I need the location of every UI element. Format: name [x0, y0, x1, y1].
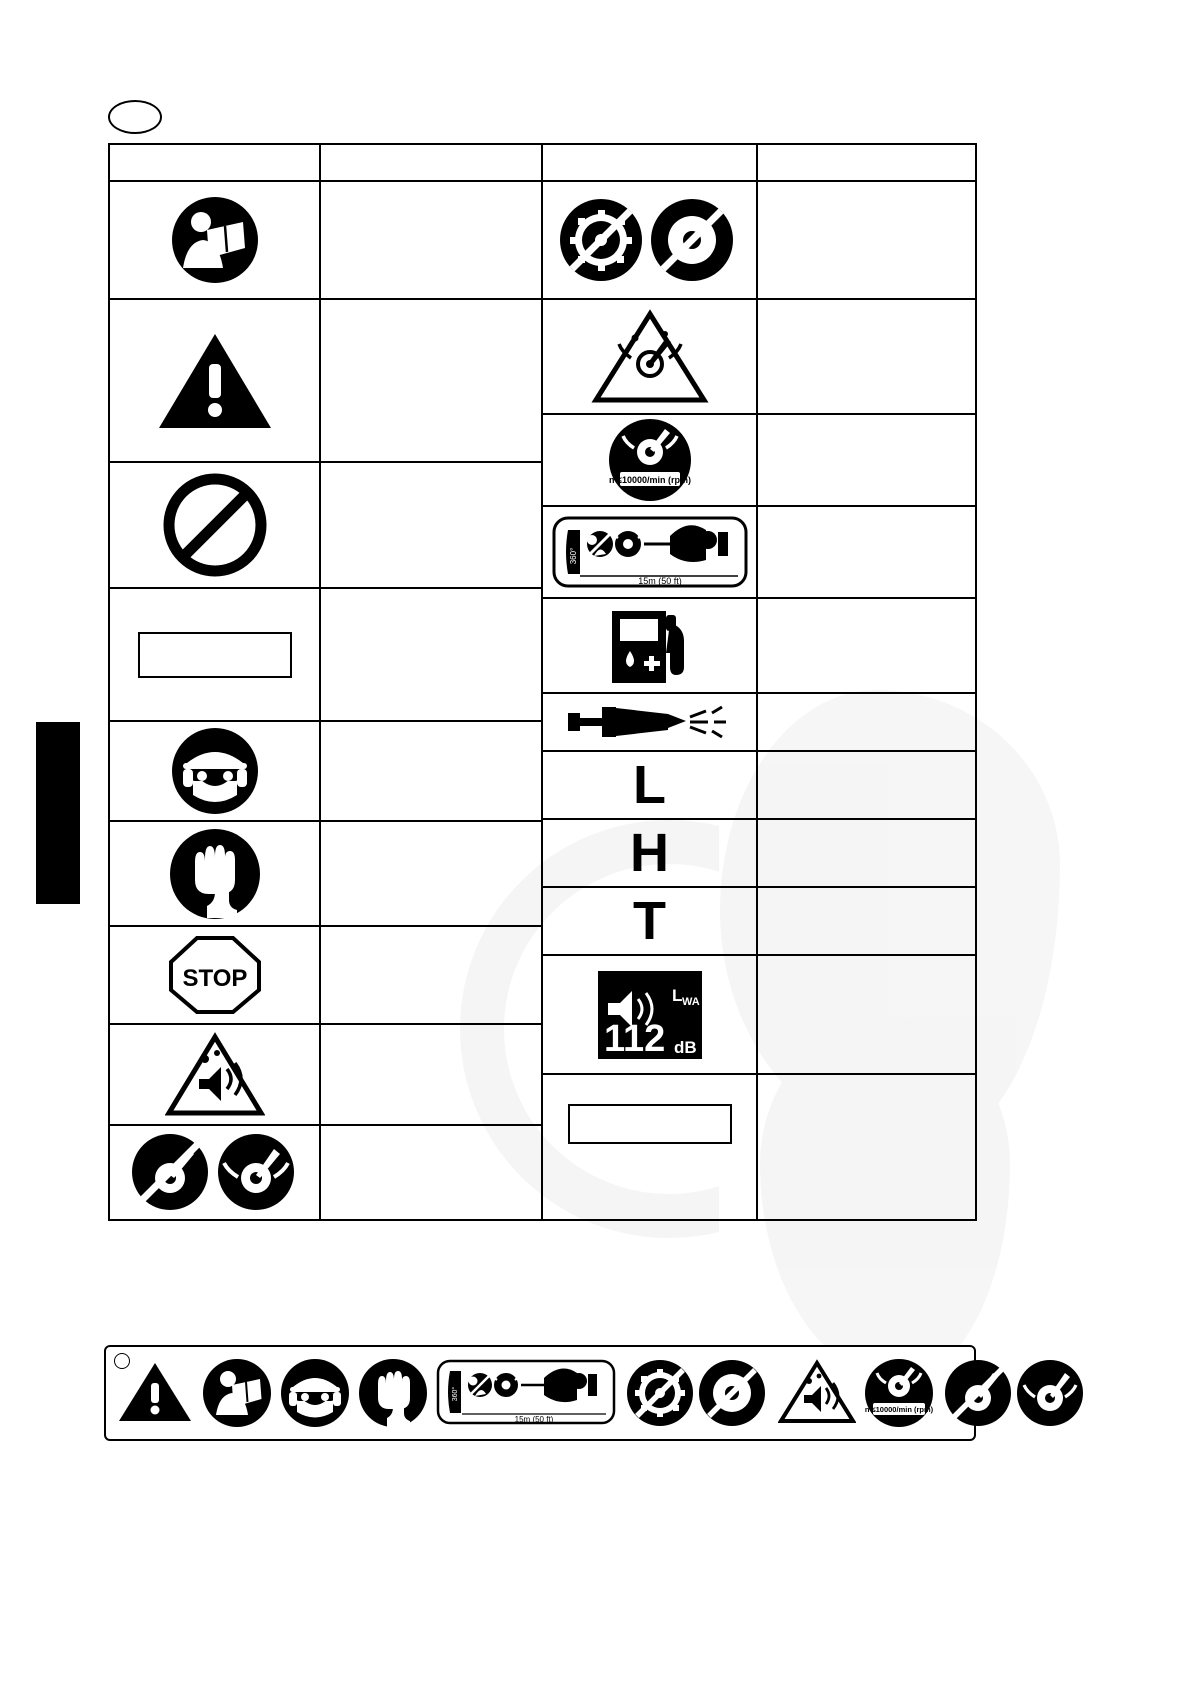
left-cell-warning [110, 300, 319, 463]
right-cell-grease-gun [543, 694, 756, 752]
left-symbol-header [110, 145, 319, 182]
left-cell-head-protection [110, 722, 319, 822]
safety-decal-strip [104, 1345, 976, 1441]
left-meaning-1 [321, 300, 541, 463]
right-meaning-header [758, 145, 975, 182]
fuel-oil-mixture-icon [596, 605, 704, 687]
left-cell-prohibition [110, 463, 319, 589]
svg-text:STOP: STOP [182, 965, 247, 992]
left-meaning-column [321, 145, 543, 1219]
read-manual-icon [161, 196, 269, 284]
left-meaning-2 [321, 463, 541, 589]
right-cell-thrown-objects [543, 300, 756, 415]
svg-text:360°: 360° [452, 1386, 459, 1402]
right-meaning-1 [758, 300, 975, 415]
max-speed-label: n ≤10000/min (rpm) [608, 475, 691, 485]
right-meaning-9 [758, 956, 975, 1075]
decal-read-manual [202, 1352, 272, 1434]
decal-head-protection [280, 1352, 350, 1434]
left-meaning-7 [321, 1025, 541, 1126]
right-meaning-7 [758, 820, 975, 888]
no-metal-blade-use-nylon-head-icon [126, 1133, 304, 1211]
right-symbol-column [543, 145, 758, 1219]
left-meaning-6 [321, 927, 541, 1025]
left-meaning-8 [321, 1126, 541, 1218]
right-meaning-5 [758, 694, 975, 752]
decal-noise-triangle [778, 1352, 856, 1434]
left-cell-gloves-boots [110, 822, 319, 927]
svg-text:L: L [671, 985, 682, 1005]
thrown-objects-kickback-triangle-icon [591, 308, 709, 406]
right-meaning-3 [758, 507, 975, 599]
bystander-distance-label: 15m (50 ft) [637, 576, 682, 586]
decal-gloves-boots [358, 1352, 428, 1434]
stop-sign-icon [167, 934, 263, 1016]
right-meaning-6 [758, 752, 975, 820]
svg-text:360°: 360° [568, 547, 578, 565]
right-cell-bystanders [543, 507, 756, 599]
head-eye-ear-protection-icon [171, 727, 259, 815]
left-cell-noise-warning [110, 1025, 319, 1126]
svg-text:112: 112 [603, 1017, 665, 1060]
decal-no-saw-disc [624, 1352, 770, 1434]
left-meaning-0 [321, 182, 541, 300]
prohibition-icon [163, 473, 267, 577]
right-cell-no-saw-disc [543, 182, 756, 300]
letter-L-icon: L [633, 755, 666, 815]
right-cell-fuel-mix [543, 599, 756, 694]
right-meaning-2 [758, 415, 975, 507]
left-cell-blank-box [110, 589, 319, 722]
grease-gun-icon [562, 699, 738, 745]
right-symbol-header [543, 145, 756, 182]
svg-text:WA: WA [681, 995, 700, 1008]
left-symbol-column [110, 145, 321, 1219]
decal-corner-mark [114, 1353, 130, 1369]
right-meaning-10 [758, 1075, 975, 1173]
noise-warning-triangle-icon [165, 1031, 265, 1119]
left-cell-read-manual [110, 182, 319, 300]
letter-H-icon: H [630, 823, 669, 883]
gloves-boots-icon [169, 828, 261, 920]
language-marker [108, 100, 162, 134]
symbol-meaning-table [108, 143, 977, 1221]
decal-bystanders [436, 1352, 616, 1434]
right-cell-letter-L [543, 752, 756, 820]
left-meaning-5 [321, 822, 541, 927]
decal-no-blade-use-head [942, 1352, 1088, 1434]
svg-text:15m (50 ft): 15m (50 ft) [514, 1415, 554, 1424]
left-cell-no-blade-use-head [110, 1126, 319, 1218]
warning-triangle-icon [153, 326, 277, 436]
page-edge-tab [36, 722, 80, 904]
no-saw-blade-no-grinding-disc-icon [555, 198, 745, 282]
right-cell-max-speed [543, 415, 756, 507]
left-cell-stop [110, 927, 319, 1025]
right-meaning-4 [758, 599, 975, 694]
right-cell-blank-box [543, 1075, 756, 1173]
right-meaning-column [758, 145, 975, 1219]
decal-max-speed [864, 1352, 934, 1434]
blank-label-box-icon [138, 632, 292, 678]
max-spindle-speed-icon [608, 418, 692, 502]
right-cell-sound-power [543, 956, 756, 1075]
letter-T-icon: T [633, 891, 666, 951]
right-cell-letter-T [543, 888, 756, 956]
left-meaning-3 [321, 589, 541, 722]
right-cell-letter-H [543, 820, 756, 888]
svg-text:n ≤10000/min (rpm): n ≤10000/min (rpm) [864, 1405, 934, 1414]
blank-label-box-icon [568, 1104, 732, 1144]
keep-bystanders-15m-icon [552, 510, 748, 594]
sound-power-level-icon [590, 965, 710, 1065]
right-meaning-8 [758, 888, 975, 956]
svg-text:dB: dB [673, 1037, 697, 1057]
left-meaning-4 [321, 722, 541, 822]
right-meaning-0 [758, 182, 975, 300]
left-meaning-header [321, 145, 541, 182]
